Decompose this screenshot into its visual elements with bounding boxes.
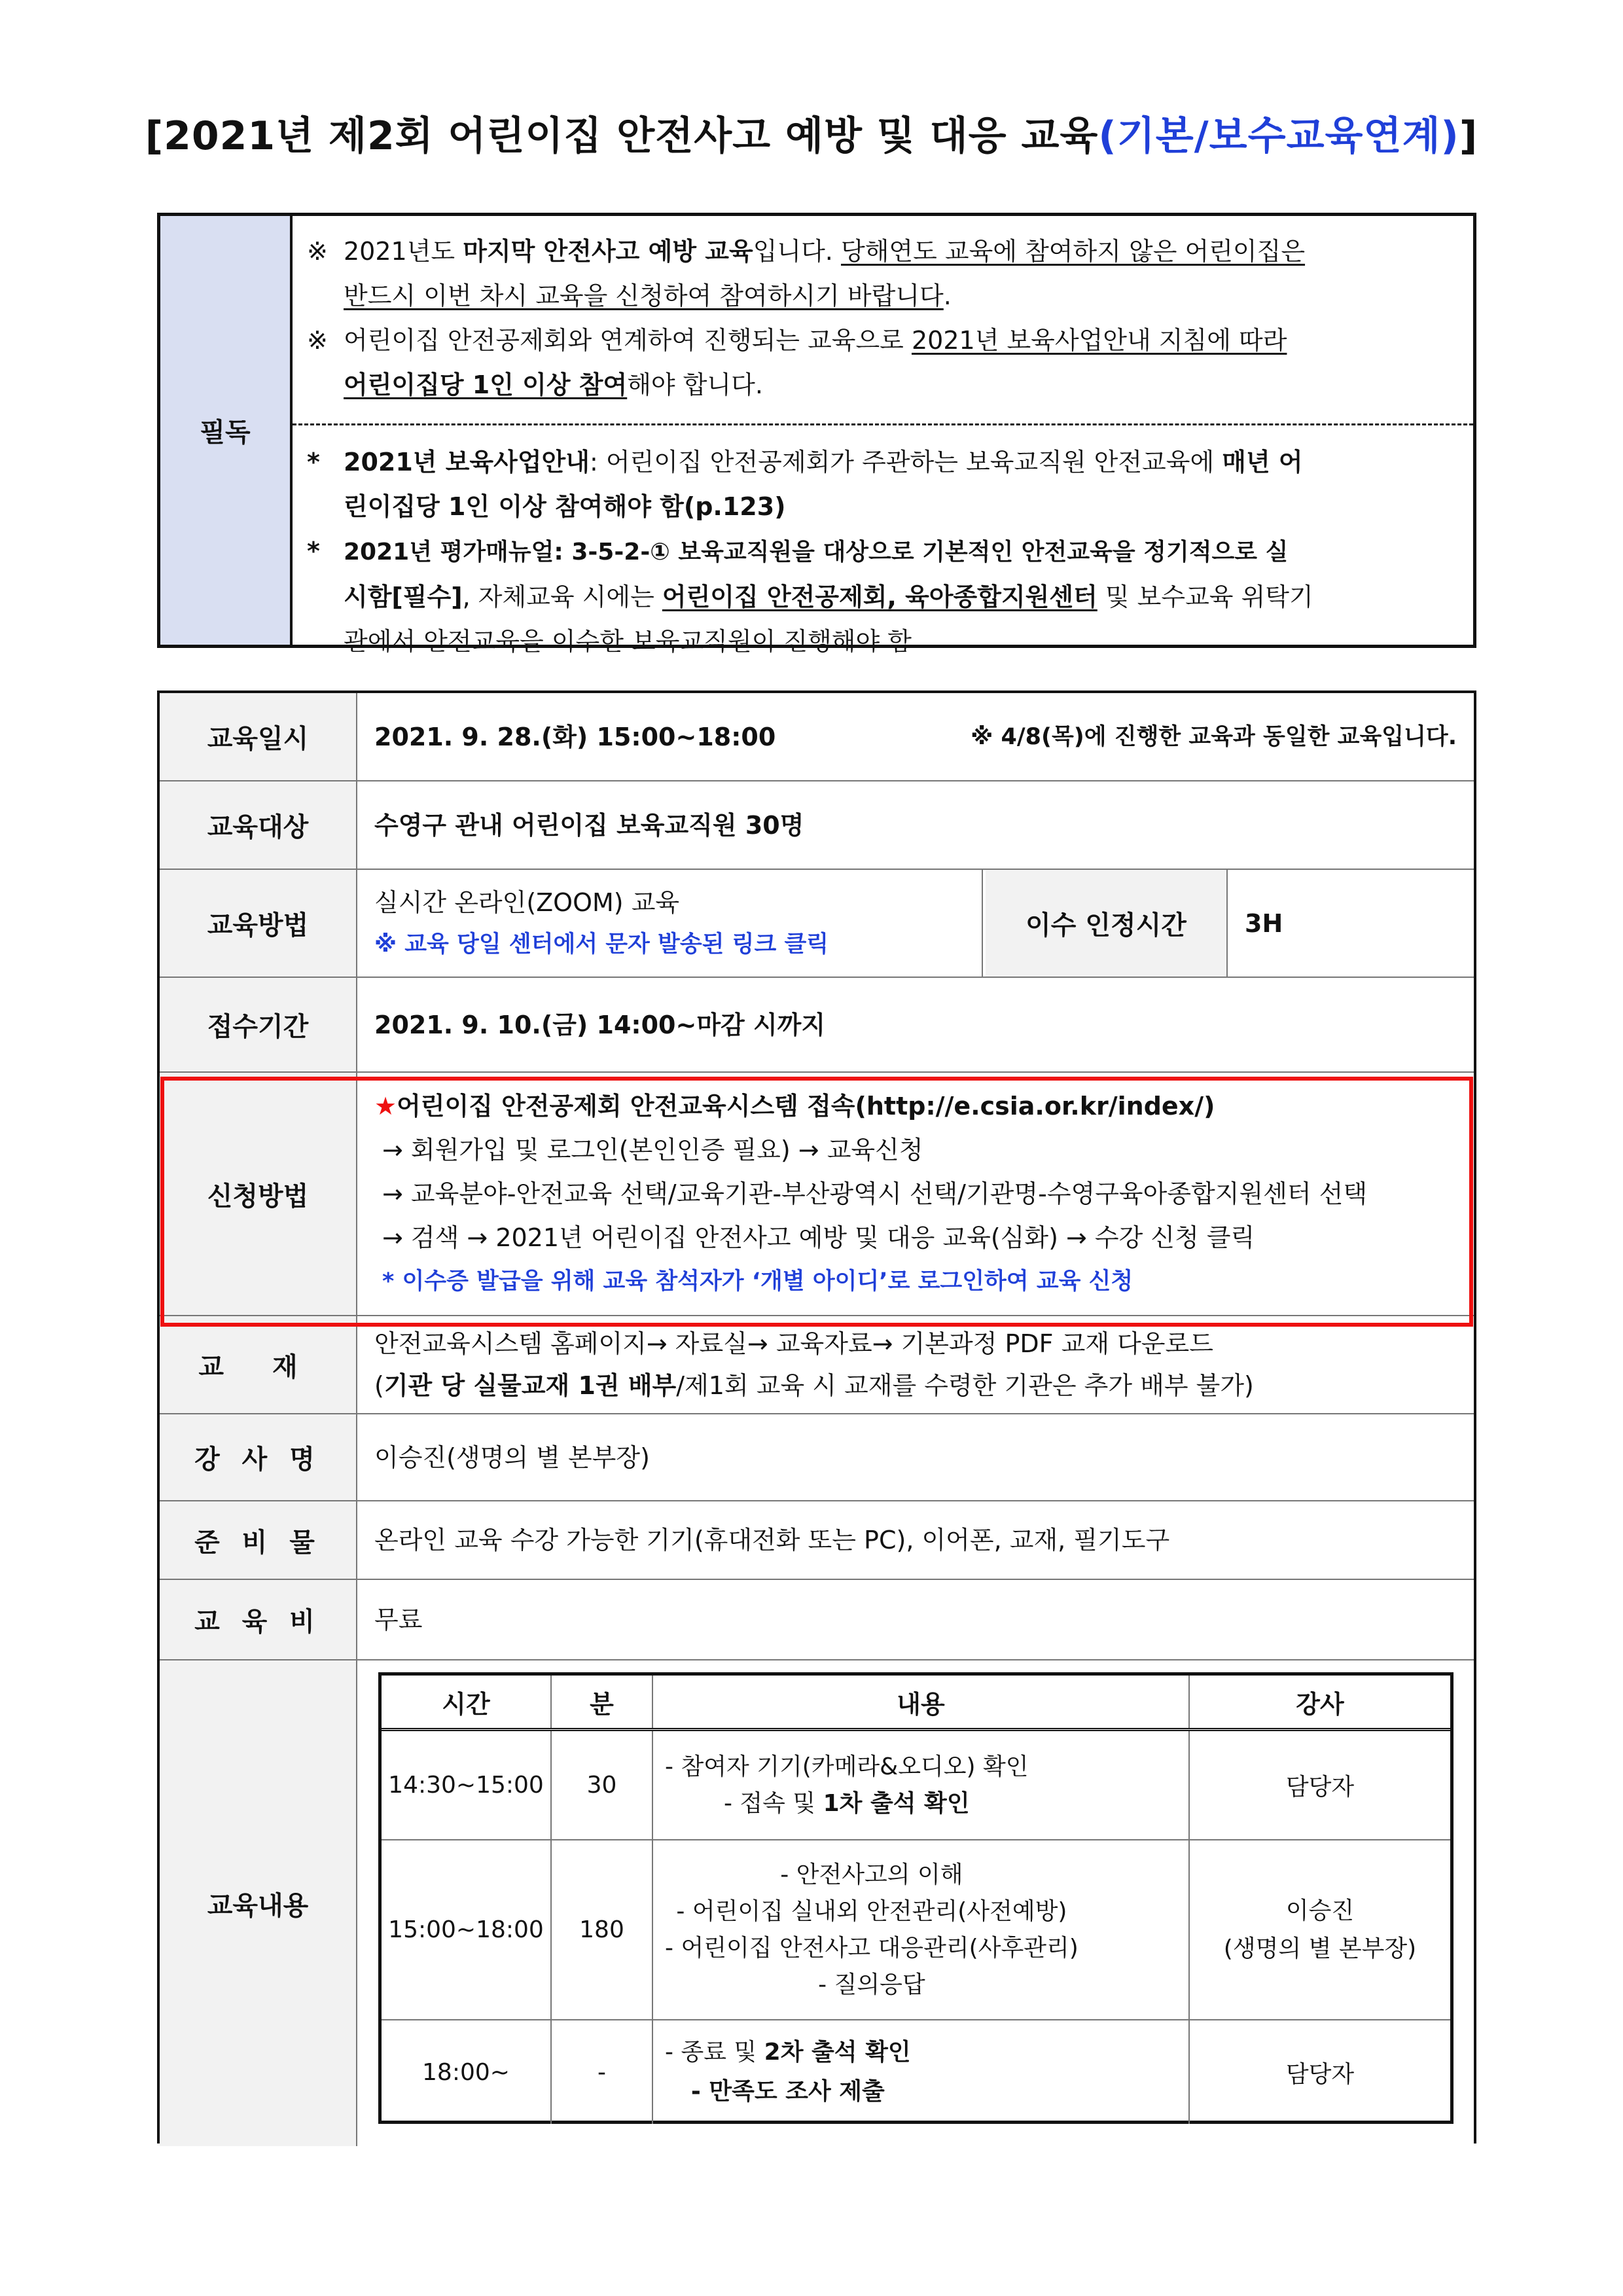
textbook-line-1: 안전교육시스템 홈페이지→ 자료실→ 교육자료→ 기본과정 PDF 교재 다운로드 xyxy=(374,1329,1213,1358)
period-value: 2021. 9. 10.(금) 14:00~마감 시까지 xyxy=(374,1010,826,1039)
notice-para-4: * 2021년 평가매뉴얼: 3-5-2-① 보육교직원을 대상으로 기본적인 안전교육을 정기적으로 실 시함[필수], 자체교육 시에는 어린이집 안전공제회, 육아종합지원센터 및 보수교육 위탁기 관에서 안전교육을 이수한 보육교직원이 진행해야 함 xyxy=(307,537,1313,656)
sched-header-lecturer: 강사 xyxy=(1190,1676,1450,1728)
sched-header-content: 내용 xyxy=(653,1676,1190,1728)
notice-lower xyxy=(293,425,1473,656)
notice-upper xyxy=(293,216,1473,425)
table-row: 15:00~18:00 180 - 안전사고의 이해 - 어린이집 실내외 안전관리(사전예방) - 어린이집 안전사고 대응관리(사후관리) - 질의응답 이승진 (생명의 별 본부장) xyxy=(382,1839,1450,2019)
apply-line-4: → 검색 → 2021년 어린이집 안전사고 예방 및 대응 교육(심화) → 수강 신청 클릭 xyxy=(382,1223,1255,1252)
prep-value: 온라인 교육 수강 가능한 기기(휴대전화 또는 PC), 이어폰, 교재, 필기도구 xyxy=(374,1526,1170,1554)
table-row: 14:30~15:00 30 - 참여자 기기(카메라&오디오) 확인 - 접속 및 1차 출석 확인 담당자 xyxy=(382,1728,1450,1839)
row-apply: 신청방법 ★어린이집 안전공제회 안전교육시스템 접속(http://e.csia.or.kr/index/) → 회원가입 및 로그인(본인인증 필요) → 교육신청 → 교육분야-안전교육 선택/교육기관-부산광역시 선택/기관명-수영구육아종합지원센터 선택 → 검색 → 2021년 어린이집 안전사고 예방 및 대응 교육(심화) → 수강 신청 클릭 * 이수증 발급을 위해 교육 참석자가 ‘개별 아이디’로 로그인하여 교육 신청 xyxy=(160,1073,1474,1316)
schedule-table xyxy=(378,1672,1454,2124)
date-value: 2021. 9. 28.(화) 15:00~18:00 xyxy=(374,722,776,751)
row-period: 접수기간 2021. 9. 10.(금) 14:00~마감 시까지 xyxy=(160,978,1474,1073)
table-row: 18:00~ - - 종료 및 2차 출석 확인 - 만족도 조사 제출 담당자 xyxy=(382,2019,1450,2124)
notice-para-1: ※ 2021년도 마지막 안전사고 예방 교육입니다. 당해연도 교육에 참여하지 않은 어린이집은 반드시 이번 차시 교육을 신청하여 참여하시기 바랍니다. xyxy=(307,237,1306,310)
row-fee: 교 육 비 무료 xyxy=(160,1580,1474,1660)
apply-note: * 이수증 발급을 위해 교육 참석자가 ‘개별 아이디’로 로그인하여 교육 신청 xyxy=(382,1268,1133,1295)
hours-label: 이수 인정시간 xyxy=(986,870,1228,977)
row-lecturer: 강 사 명 이승진(생명의 별 본부장) xyxy=(160,1414,1474,1501)
row-target: 교육대상 수영구 관내 어린이집 보육교직원 30명 xyxy=(160,781,1474,870)
page-title xyxy=(0,105,1623,161)
sched-header-min: 분 xyxy=(552,1676,653,1728)
title-end: ] xyxy=(1459,113,1478,159)
method-note: ※ 교육 당일 센터에서 문자 발송된 링크 클릭 xyxy=(374,931,829,958)
star-icon: ★ xyxy=(374,1091,397,1121)
notice-para-3: * 2021년 보육사업안내: 어린이집 안전공제회가 주관하는 보육교직원 안전교육에 매년 어 린이집당 1인 이상 참여해야 함(p.123) xyxy=(307,448,1303,521)
target-value: 수영구 관내 어린이집 보육교직원 30명 xyxy=(374,810,804,840)
row-date: 교육일시 2021. 9. 28.(화) 15:00~18:00 ※ 4/8(목)에 진행한 교육과 동일한 교육입니다. xyxy=(160,693,1474,781)
apply-line-3: → 교육분야-안전교육 선택/교육기관-부산광역시 선택/기관명-수영구육아종합지원센터 선택 xyxy=(382,1179,1368,1208)
sched-header-time: 시간 xyxy=(382,1676,552,1728)
title-blue: (기본/보수교육연계) xyxy=(1098,113,1459,159)
row-prep: 준 비 물 온라인 교육 수강 가능한 기기(휴대전화 또는 PC), 이어폰, 교재, 필기도구 xyxy=(160,1501,1474,1580)
date-note: ※ 4/8(목)에 진행한 교육과 동일한 교육입니다. xyxy=(971,723,1457,750)
method-value: 실시간 온라인(ZOOM) 교육 xyxy=(374,888,680,917)
fee-value: 무료 xyxy=(374,1605,423,1634)
notice-para-2: ※ 어린이집 안전공제회와 연계하여 진행되는 교육으로 2021년 보육사업안내 지침에 따라 어린이집당 1인 이상 참여해야 합니다. xyxy=(307,326,1287,399)
notice-label: 필독 xyxy=(160,216,293,645)
title-main: [2021년 제2회 어린이집 안전사고 예방 및 대응 교육 xyxy=(145,113,1099,159)
hours-value: 3H xyxy=(1245,908,1283,938)
row-method: 교육방법 실시간 온라인(ZOOM) 교육 ※ 교육 당일 센터에서 문자 발송된 링크 클릭 이수 인정시간 3H xyxy=(160,870,1474,978)
row-content: 교육내용 xyxy=(160,1660,1474,2146)
lecturer-value: 이승진(생명의 별 본부장) xyxy=(374,1443,650,1472)
apply-line-1: 어린이집 안전공제회 안전교육시스템 접속(http://e.csia.or.kr/index/) xyxy=(397,1091,1215,1121)
notice-box xyxy=(157,213,1476,656)
row-textbook: 교 재 안전교육시스템 홈페이지→ 자료실→ 교육자료→ 기본과정 PDF 교재 다운로드 (기관 당 실물교재 1권 배부/제1회 교육 시 교재를 수령한 기관은 추가 배부 불가) xyxy=(160,1316,1474,1414)
apply-line-2: → 회원가입 및 로그인(본인인증 필요) → 교육신청 xyxy=(382,1135,923,1164)
textbook-line-2: (기관 당 실물교재 1권 배부/제1회 교육 시 교재를 수령한 기관은 추가 배부 불가) xyxy=(374,1371,1254,1400)
